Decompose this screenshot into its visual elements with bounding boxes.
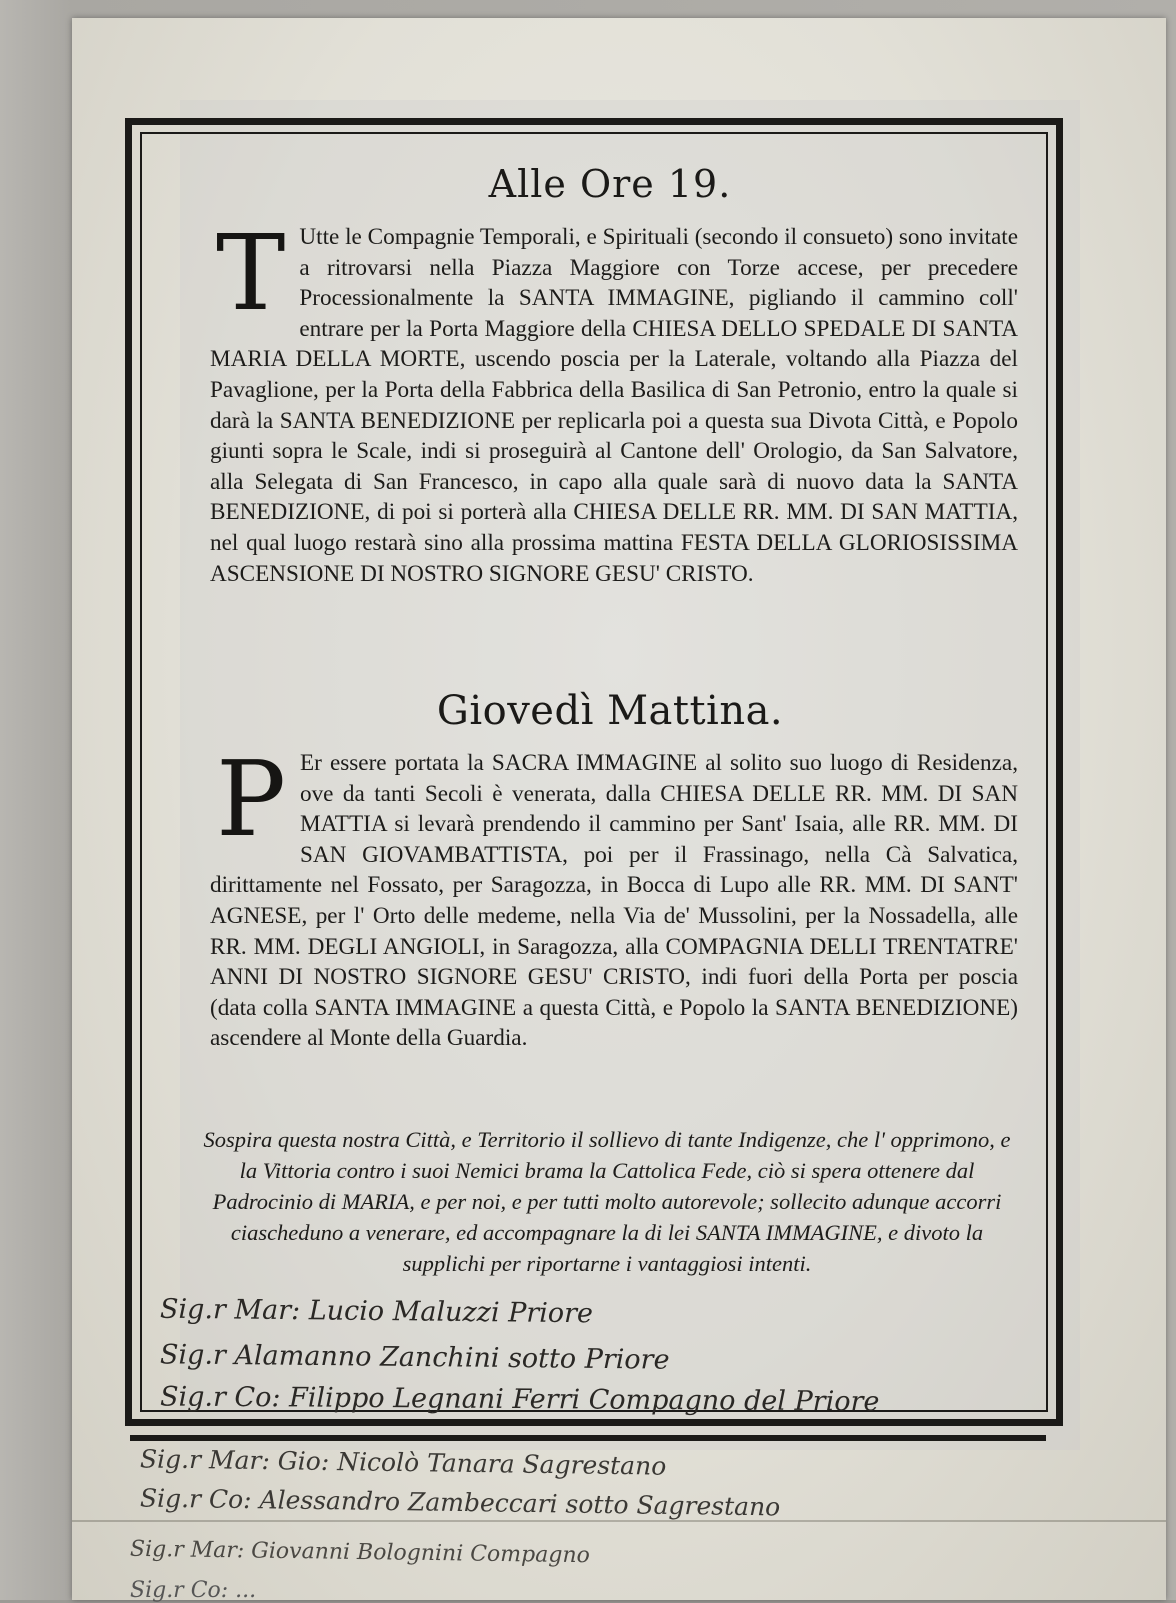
border-frame-bottom-rule	[130, 1435, 1046, 1441]
drop-cap-initial: T	[216, 212, 286, 334]
handwritten-signature: Sig.r Mar: Lucio Maluzzi Priore	[159, 1293, 594, 1330]
paragraph-text: Er essere portata la SACRA IMMAGINE al solito suo luogo di Residenza, ove da tanti Secoli è venerata, dalla CHIESA DELLE RR. MM. DI SAN MATTIA si levarà prendendo il cammino per Sant' Isaia, alle RR. MM. DI SAN GIOVAMBATTISTA, poi per il Frassinago, nella Cà Salvatica, dirittamente nel Fossato, per Saragozza, in Bocca di Lupo alle RR. MM. DI SANT' AGNESE, per l' Orto delle medeme, nella Via de' Mussolini, per la Nossadella, alle RR. MM. DEGLI ANGIOLI, in Saragozza, alla COMPAGNIA DELLI TRENTATRE' ANNI DI NOSTRO SIGNORE GESU' CRISTO, indi fuori della Porta per poscia (data colla SANTA IMMAGINE a questa Città, e Popolo la SANTA BENEDIZIONE) ascendere al Monte della Guardia.	[210, 750, 1018, 1052]
handwritten-signature: Sig.r Co: Alessandro Zambeccari sotto Sagrestano	[139, 1483, 781, 1522]
handwritten-signature: Sig.r Alamanno Zanchini sotto Priore	[159, 1339, 670, 1376]
heading-giovedi-mattina: Giovedì Mattina.	[436, 688, 784, 734]
paragraph-residenza	[210, 738, 1018, 1054]
drop-cap-initial: P	[216, 738, 286, 860]
handwritten-signature: Sig.r Mar: Gio: Nicolò Tanara Sagrestano	[139, 1444, 667, 1481]
paragraph-processione	[210, 212, 1018, 589]
paragraph-text: Utte le Compagnie Temporali, e Spirituali (secondo il consueto) sono invitate a ritrovarsi nella Piazza Maggiore con Torze accese, per precedere Processionalmente la SANTA IMMAGINE, pigliando il cammino coll' entrare per la Porta Maggiore della CHIESA DELLO SPEDALE DI SANTA MARIA DELLA MORTE, uscendo poscia per la Laterale, voltando alla Piazza del Pavaglione, per la Porta della Fabbrica della Basilica di San Petronio, entro la quale si darà la SANTA BENEDIZIONE per replicarla poi a questa sua Divota Città, e Popolo giunti sopra le Scale, indi si proseguirà al Cantone dell' Orologio, da San Salvatore, alla Selegata di San Francesco, in capo alla quale sarà di nuovo data la SANTA BENEDIZIONE, di poi si porterà alla CHIESA DELLE RR. MM. DI SAN MATTIA, nel qual luogo restarà sino alla prossima mattina FESTA DELLA GLORIOSISSIMA ASCENSIONE DI NOSTRO SIGNORE GESU' CRISTO.	[210, 224, 1018, 587]
italic-exhortation: Sospira questa nostra Città, e Territorio il sollievo di tante Indigenze, che l' opprimono, e la Vittoria contro i suoi Nemici brama la Cattolica Fede, ciò si spera ottenere dal Padrocinio di MARIA, e per noi, e per tutti molto autorevole; sollecito adunque accorri ciascheduno a venerare, ed accompagnare la di lei SANTA IMMAGINE, e divoto la supplichi per riportarne i vantaggiosi intenti.	[203, 1127, 1011, 1276]
handwritten-signature: Sig.r Mar: Giovanni Bolognini Compagno	[129, 1536, 590, 1569]
paper-fold-line	[72, 1520, 1166, 1522]
handwritten-signature: Sig.r Co: Filippo Legnani Ferri Compagno del Priore	[159, 1381, 880, 1418]
handwritten-signature: Sig.r Co: ...	[130, 1578, 257, 1603]
heading-alle-ore: Alle Ore 19.	[488, 162, 732, 206]
